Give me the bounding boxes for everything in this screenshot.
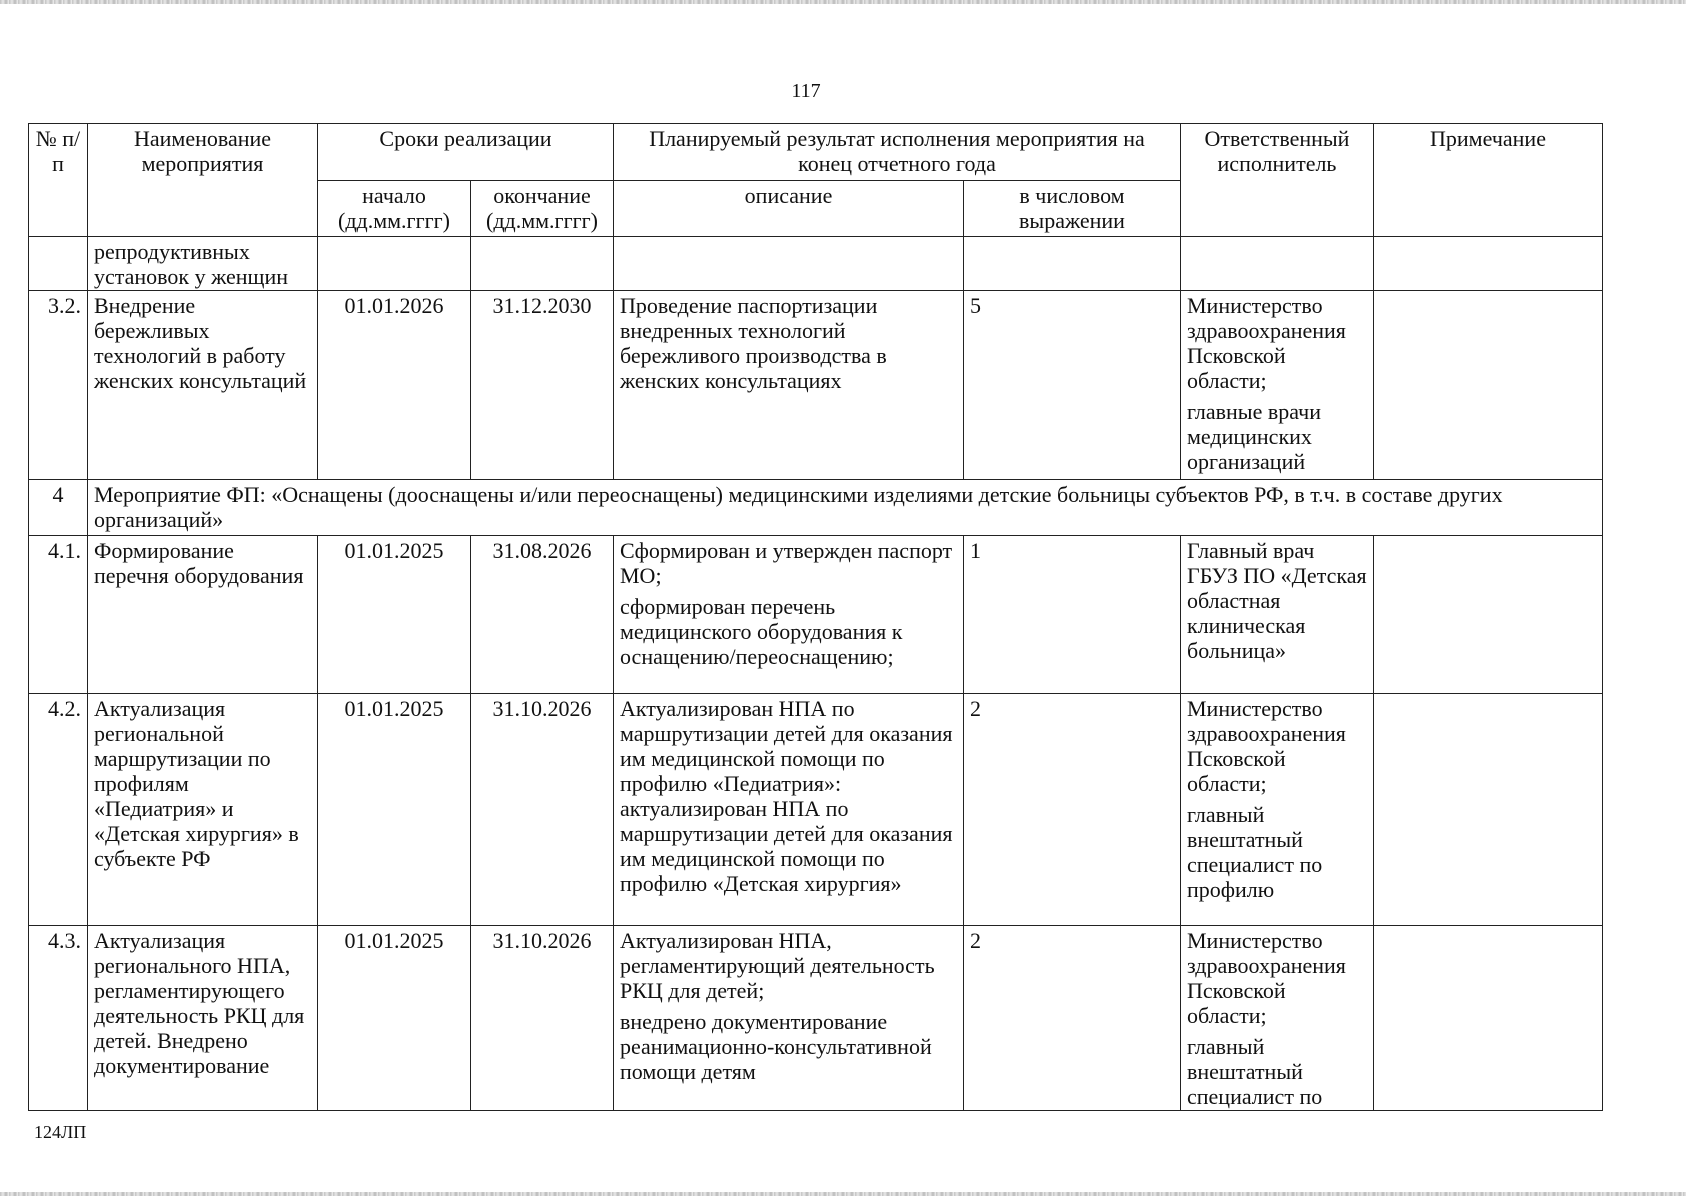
footer-code: 124ЛП [34, 1122, 87, 1142]
header-value: в числовом выражении [964, 181, 1181, 237]
row-description-text: Актуализирован НПА по маршрутизации детей для оказания им медицинской помощи по профилю «Педиатрия»: актуализирован НПА по маршрутизации детей для оказания им медицинской помощи по профилю «Детская хирургия» [620, 696, 953, 896]
row-responsible [1181, 536, 1374, 694]
row-start [318, 237, 471, 291]
header-end: окончание (дд.мм.гггг) [471, 181, 614, 237]
row-note [1374, 926, 1603, 1111]
row-description-text: Проведение паспортизации внедренных технологий бережливого производства в женских консультациях [620, 293, 887, 393]
scan-edge-top [0, 0, 1686, 4]
row-description-text: Сформирован и утвержден паспорт МО; [620, 538, 953, 588]
table-body [29, 237, 1603, 1111]
row-note [1374, 237, 1603, 291]
header-start: начало (дд.мм.гггг) [318, 181, 471, 237]
row-start: 01.01.2026 [318, 291, 471, 480]
row-description [614, 926, 964, 1111]
plan-table [28, 123, 1603, 1111]
table-row [29, 926, 1603, 1111]
table-section-row [29, 480, 1603, 536]
table-row [29, 237, 1603, 291]
row-num: 4.2. [29, 694, 88, 926]
header-result: Планируемый результат исполнения мероприятия на конец отчетного года [614, 124, 1181, 181]
row-end [471, 237, 614, 291]
row-name: Актуализация регионального НПА, регламентирующего деятельность РКЦ для детей. Внедрено документирование [88, 926, 318, 1111]
row-end: 31.10.2026 [471, 926, 614, 1111]
row-responsible-text: главный внештатный специалист по [1187, 1034, 1323, 1109]
row-value: 1 [964, 536, 1181, 694]
row-name: Актуализация региональной маршрутизации по профилям «Педиатрия» и «Детская хирургия» в субъекте РФ [88, 694, 318, 926]
row-start: 01.01.2025 [318, 694, 471, 926]
section-num: 4 [29, 480, 88, 536]
section-title: Мероприятие ФП: «Оснащены (дооснащены и/или переоснащены) медицинскими изделиями детские больницы субъектов РФ, в т.ч. в составе других организаций» [88, 480, 1603, 536]
row-start: 01.01.2025 [318, 536, 471, 694]
row-note [1374, 694, 1603, 926]
row-end: 31.12.2030 [471, 291, 614, 480]
header-note: Примечание [1374, 124, 1603, 237]
row-num [29, 237, 88, 291]
row-description [614, 536, 964, 694]
row-num: 3.2. [29, 291, 88, 480]
scan-edge-bottom [0, 1192, 1686, 1196]
row-value [964, 237, 1181, 291]
row-responsible-text: главные врачи медицинских организаций [1187, 399, 1321, 474]
row-num: 4.3. [29, 926, 88, 1111]
row-value: 2 [964, 926, 1181, 1111]
row-value: 2 [964, 694, 1181, 926]
header-terms: Сроки реализации [318, 124, 614, 181]
row-value: 5 [964, 291, 1181, 480]
row-responsible-text: Министерство здравоохранения Псковской области; [1187, 928, 1346, 1028]
row-responsible-text: главный внештатный специалист по профилю [1187, 802, 1323, 902]
row-name: Внедрение бережливых технологий в работу женских консультаций [88, 291, 318, 480]
row-responsible-text: Министерство здравоохранения Псковской области; [1187, 696, 1346, 796]
row-description-text: внедрено документирование реанимационно-консультативной помощи детям [620, 1009, 932, 1084]
row-responsible [1181, 237, 1374, 291]
table-row [29, 536, 1603, 694]
header-num: № п/п [29, 124, 88, 237]
row-responsible [1181, 291, 1374, 480]
header-responsible: Ответственный исполнитель [1181, 124, 1374, 237]
row-name: репродуктивных установок у женщин [88, 237, 318, 291]
row-note [1374, 536, 1603, 694]
table-header [29, 124, 1603, 237]
row-note [1374, 291, 1603, 480]
row-description [614, 694, 964, 926]
row-responsible-text: Главный врач ГБУЗ ПО «Детская областная клиническая больница» [1187, 538, 1367, 663]
row-num: 4.1. [29, 536, 88, 694]
page-number: 117 [791, 80, 821, 102]
row-responsible-text: Министерство здравоохранения Псковской области; [1187, 293, 1346, 393]
row-responsible [1181, 926, 1374, 1111]
header-description: описание [614, 181, 964, 237]
header-name: Наименование мероприятия [88, 124, 318, 237]
row-end: 31.08.2026 [471, 536, 614, 694]
table-row [29, 694, 1603, 926]
row-description-text: Актуализирован НПА, регламентирующий деятельность РКЦ для детей; [620, 928, 935, 1003]
row-responsible [1181, 694, 1374, 926]
row-description-text: сформирован перечень медицинского оборудования к оснащению/переоснащению; [620, 594, 903, 669]
row-end: 31.10.2026 [471, 694, 614, 926]
table-row [29, 291, 1603, 480]
row-start: 01.01.2025 [318, 926, 471, 1111]
row-description [614, 291, 964, 480]
row-description [614, 237, 964, 291]
row-name: Формирование перечня оборудования [88, 536, 318, 694]
